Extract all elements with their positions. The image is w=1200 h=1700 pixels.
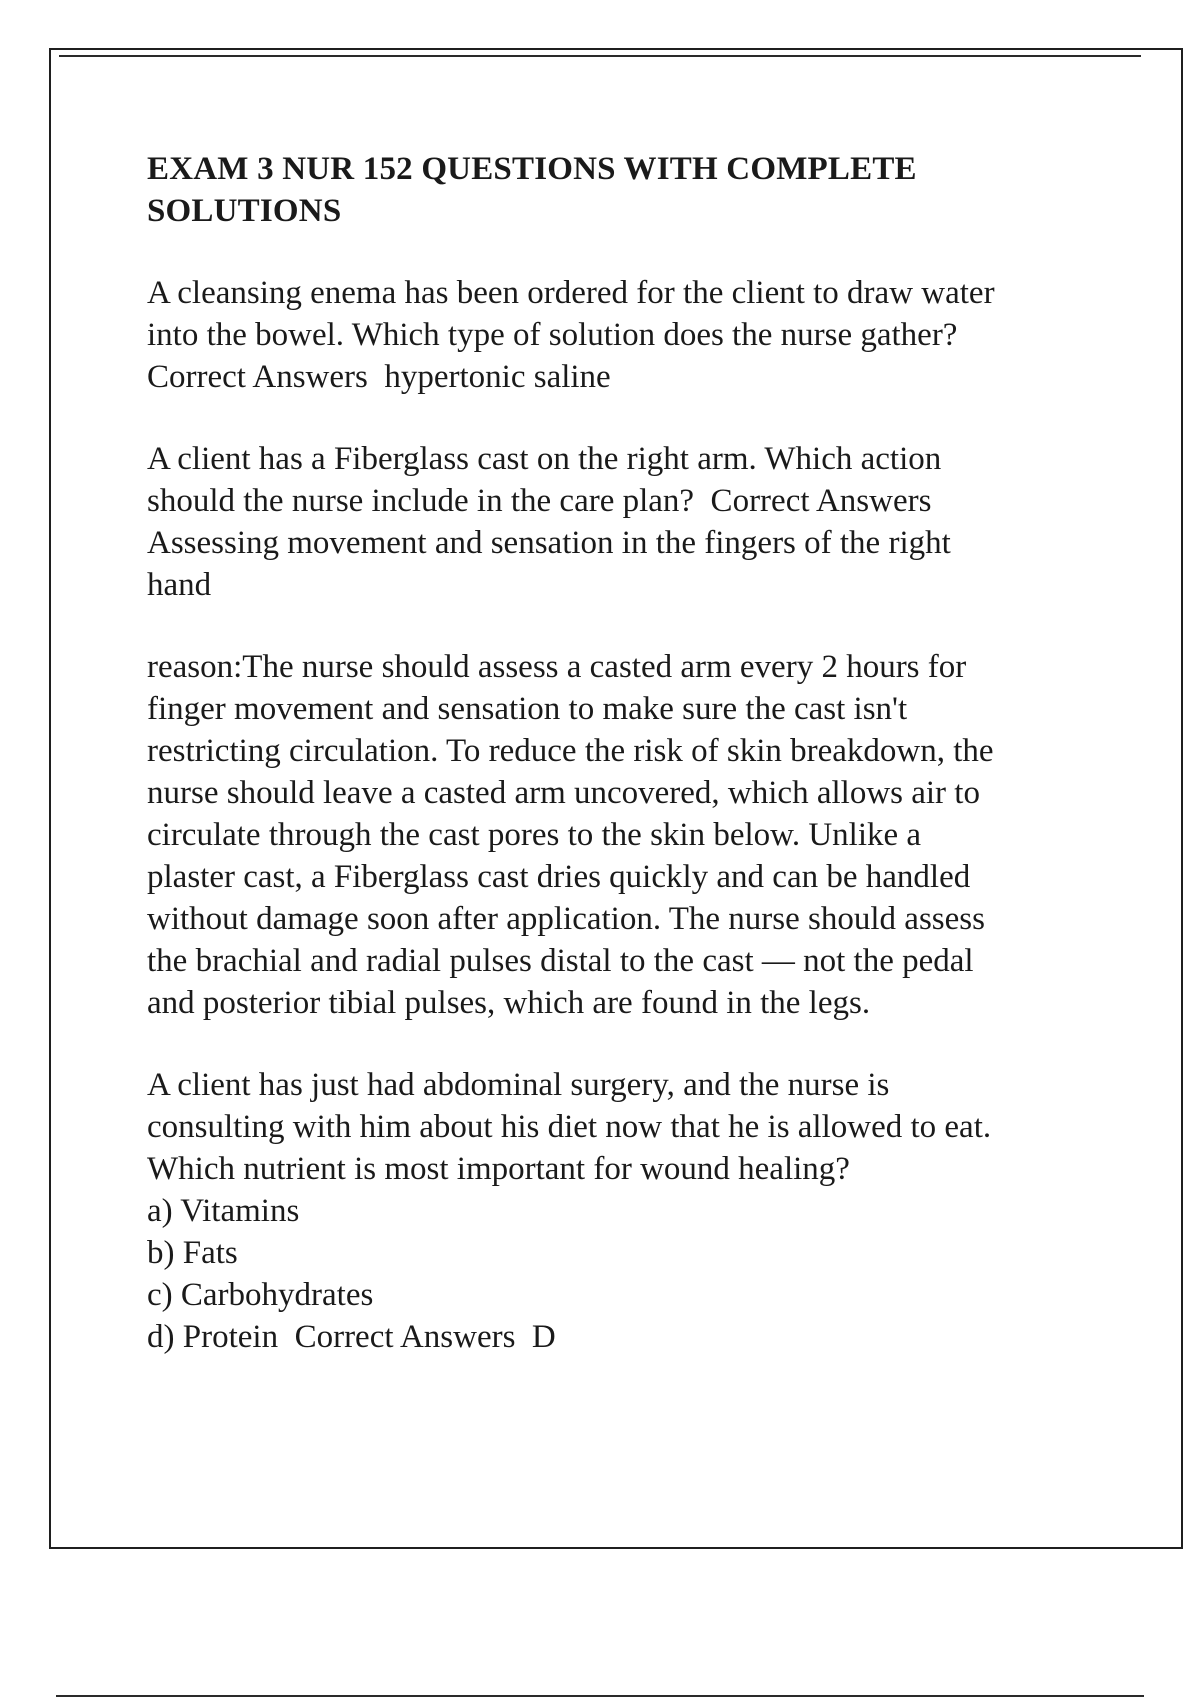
question-3: [147, 1064, 1147, 1358]
reason-paragraph: [147, 646, 1147, 1024]
top-rule: [59, 55, 1141, 57]
text-line: A client has just had abdominal surgery, and the nurse is: [147, 1067, 890, 1103]
text-line: A cleansing enema has been ordered for the client to draw water: [147, 275, 995, 311]
text-line: nurse should leave a casted arm uncovered, which allows air to: [147, 775, 980, 811]
text-line: the brachial and radial pulses distal to the cast — not the pedal: [147, 943, 974, 979]
text-line: and posterior tibial pulses, which are found in the legs.: [147, 985, 871, 1021]
text-line: A client has a Fiberglass cast on the right arm. Which action: [147, 441, 942, 477]
page-frame: [49, 48, 1183, 1549]
document-title: [147, 148, 1147, 232]
option-a: a) Vitamins: [147, 1193, 300, 1229]
text-line: into the bowel. Which type of solution does the nurse gather?: [147, 317, 958, 353]
title-line: SOLUTIONS: [147, 193, 342, 229]
text-line: without damage soon after application. The nurse should assess: [147, 901, 985, 937]
text-line: finger movement and sensation to make sure the cast isn't: [147, 691, 908, 727]
option-d-answer: d) Protein Correct Answers D: [147, 1319, 556, 1355]
document-content: [147, 148, 1147, 1398]
question-1: [147, 272, 1147, 398]
text-line: Which nutrient is most important for wound healing?: [147, 1151, 850, 1187]
bottom-rule: [56, 1695, 1144, 1697]
text-line: restricting circulation. To reduce the risk of skin breakdown, the: [147, 733, 994, 769]
text-line: should the nurse include in the care plan? Correct Answers: [147, 483, 932, 519]
answer-line: Assessing movement and sensation in the fingers of the right: [147, 525, 951, 561]
title-line: EXAM 3 NUR 152 QUESTIONS WITH COMPLETE: [147, 151, 917, 187]
question-2: [147, 438, 1147, 606]
option-b: b) Fats: [147, 1235, 238, 1271]
text-line: plaster cast, a Fiberglass cast dries quickly and can be handled: [147, 859, 971, 895]
answer-line: hand: [147, 567, 212, 603]
option-c: c) Carbohydrates: [147, 1277, 374, 1313]
text-line: reason:The nurse should assess a casted arm every 2 hours for: [147, 649, 967, 685]
answer-line: Correct Answers hypertonic saline: [147, 359, 611, 395]
text-line: consulting with him about his diet now that he is allowed to eat.: [147, 1109, 992, 1145]
text-line: circulate through the cast pores to the skin below. Unlike a: [147, 817, 922, 853]
